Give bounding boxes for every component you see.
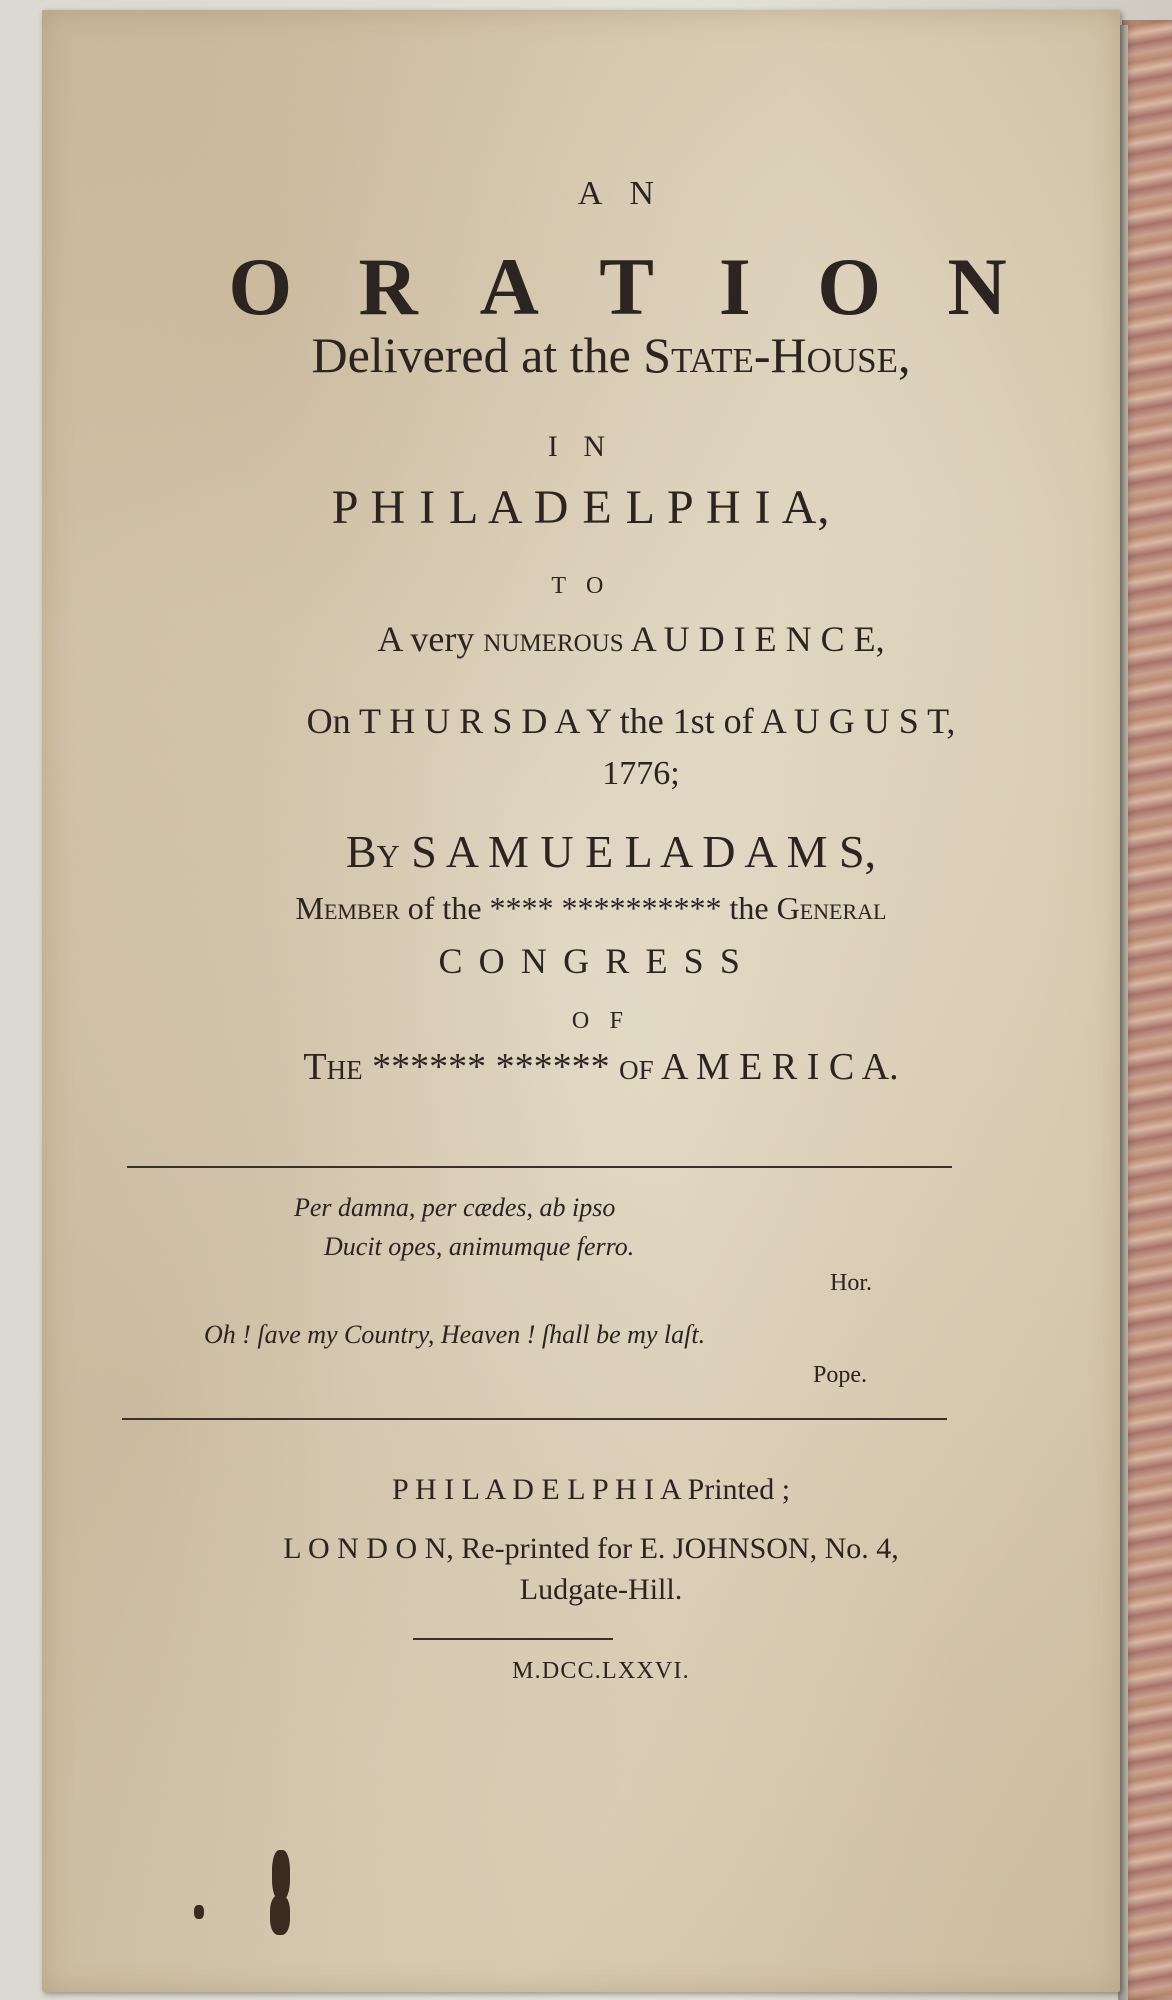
state-house-text: State-House, (643, 327, 911, 383)
epigraph-latin-attr: Hor. (830, 1270, 872, 1296)
member-general: General (776, 890, 887, 926)
title-to: T O (551, 573, 611, 599)
imprint-line-1 (42, 1473, 1130, 1507)
imprint-reprinted: Re-printed for E. JOHNSON, No. 4, (453, 1532, 899, 1565)
imprint-date: M.DCC.LXXVI. (512, 1658, 690, 1684)
date-on: On (306, 701, 359, 741)
title-audience (42, 618, 1170, 660)
epigraph-latin-2: Ducit opes, animumque ferro. (324, 1232, 635, 1261)
member-of-the: of the **** ********** the (399, 890, 777, 926)
title-oration: O R A T I O N (228, 241, 1030, 332)
epigraph-latin-1: Per damna, per cædes, ab ipso (294, 1193, 616, 1222)
the-stars: ****** ****** (362, 1046, 620, 1088)
imprint-london: L O N D O N, (283, 1532, 454, 1565)
imprint-philadelphia: P H I L A D E L P H I A (391, 1473, 681, 1506)
title-delivered (42, 326, 1150, 384)
title-page (42, 10, 1120, 1992)
date-august: A U G U S T, (760, 701, 956, 741)
epigraph-english: Oh ! ſave my Country, Heaven ! ſhall be my laſt. (204, 1320, 706, 1349)
member-word: Member (295, 890, 400, 926)
date-thursday: T H U R S D A Y (358, 701, 611, 741)
title-the-america (42, 1045, 1140, 1089)
title-author (42, 825, 1150, 878)
title-member (42, 890, 1130, 927)
audience-numerous: numerous (483, 619, 624, 659)
title-philadelphia: P H I L A D E L P H I A, (331, 481, 831, 534)
delivered-text: Delivered at the (311, 327, 644, 383)
epigraph-english-attr: Pope. (813, 1362, 867, 1388)
title-congress: C O N G R E S S (438, 941, 744, 981)
author-by: By (345, 826, 400, 877)
ink-stain-lower (270, 1895, 290, 1935)
ink-stain-small (194, 1905, 204, 1919)
audience-word: A U D I E N C E, (623, 619, 885, 659)
rule-bottom (122, 1418, 947, 1420)
imprint-line-3: Ludgate-Hill. (519, 1573, 683, 1606)
title-date (42, 700, 1170, 742)
imprint-printed: Printed ; (680, 1473, 791, 1506)
rule-short (413, 1638, 613, 1640)
the-america: A M E R I C A. (653, 1046, 899, 1088)
title-an: A N (577, 175, 665, 212)
imprint-line-2 (42, 1532, 1130, 1566)
title-year: 1776; (602, 755, 680, 792)
ink-stain (272, 1850, 290, 1900)
title-of: O F (571, 1008, 631, 1034)
rule-top (127, 1166, 952, 1168)
author-name: S A M U E L A D A M S, (399, 826, 877, 877)
audience-a: A very (377, 619, 484, 659)
the-word: The (303, 1046, 363, 1088)
the-of: of (619, 1046, 654, 1088)
title-in: I N (547, 430, 615, 463)
date-the-first: the 1st of (610, 701, 761, 741)
